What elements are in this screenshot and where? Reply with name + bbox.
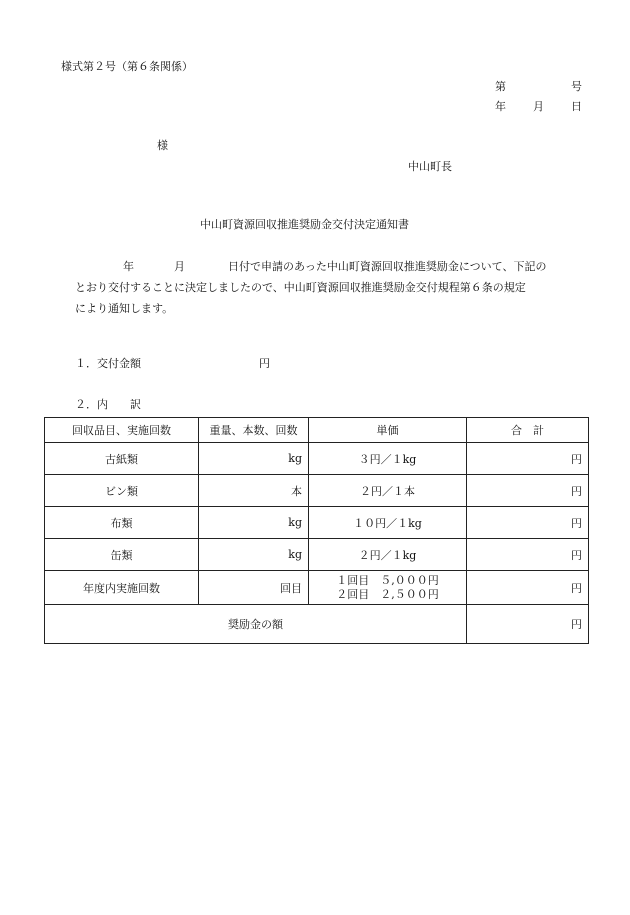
total-cell: 円 [467,475,589,507]
table-row [45,507,589,539]
item-cell: 古紙類 [45,443,199,475]
form-identifier: 様式第２号（第６条関係） [61,60,193,73]
count-price-line-1: １回目 ５,０００円 [336,573,439,587]
total-cell: 円 [467,539,589,571]
count-unit-cell: 回目 [199,571,309,605]
addressee-suffix: 様 [157,139,168,152]
count-price-cell [309,571,467,605]
total-cell: 円 [467,507,589,539]
price-cell: １０円／１kg [309,507,467,539]
header-total: 合 計 [467,418,589,443]
body-month-label: 月 [174,260,185,273]
item-cell: ビン類 [45,475,199,507]
count-row [45,571,589,605]
quantity-cell: kg [199,539,309,571]
date-day-label: 日 [571,100,582,113]
document-title: 中山町資源回収推進奨励金交付決定通知書 [200,218,409,231]
breakdown-label: ２．内 訳 [75,398,141,411]
date-year-label: 年 [495,100,506,113]
issuer-name: 中山町長 [408,160,452,173]
grand-total-unit: 円 [467,605,589,644]
number-suffix: 号 [571,80,582,93]
grand-total-row [45,605,589,644]
table-row [45,475,589,507]
price-cell: ２円／１本 [309,475,467,507]
count-price-line-2: ２回目 ２,５００円 [336,587,439,601]
quantity-cell: 本 [199,475,309,507]
total-cell: 円 [467,443,589,475]
breakdown-table [44,417,589,644]
count-total-cell: 円 [467,571,589,605]
body-line-1 [75,256,585,277]
grant-amount-label: １．交付金額 [75,357,141,370]
number-prefix: 第 [495,80,506,93]
body-line-3: により通知します。 [75,302,174,315]
body-year-label: 年 [123,260,134,273]
table-row [45,539,589,571]
body-line-2: とおり交付することに決定しましたので、中山町資源回収推進奨励金交付規程第６条の規定 [75,281,526,294]
body-paragraph [75,256,585,319]
quantity-cell: kg [199,443,309,475]
grand-total-label: 奨励金の額 [45,605,467,644]
item-cell: 缶類 [45,539,199,571]
grant-amount-unit: 円 [259,357,270,370]
date-month-label: 月 [533,100,544,113]
body-line-1-text: 日付で申請のあった中山町資源回収推進奨励金について、下記の [228,260,547,273]
header-quantity: 重量、本数、回数 [199,418,309,443]
table-header-row [45,418,589,443]
header-unit-price: 単価 [309,418,467,443]
price-cell: ２円／１kg [309,539,467,571]
price-cell: ３円／１kg [309,443,467,475]
header-item: 回収品目、実施回数 [45,418,199,443]
quantity-cell: kg [199,507,309,539]
count-item-cell: 年度内実施回数 [45,571,199,605]
table-row [45,443,589,475]
item-cell: 布類 [45,507,199,539]
